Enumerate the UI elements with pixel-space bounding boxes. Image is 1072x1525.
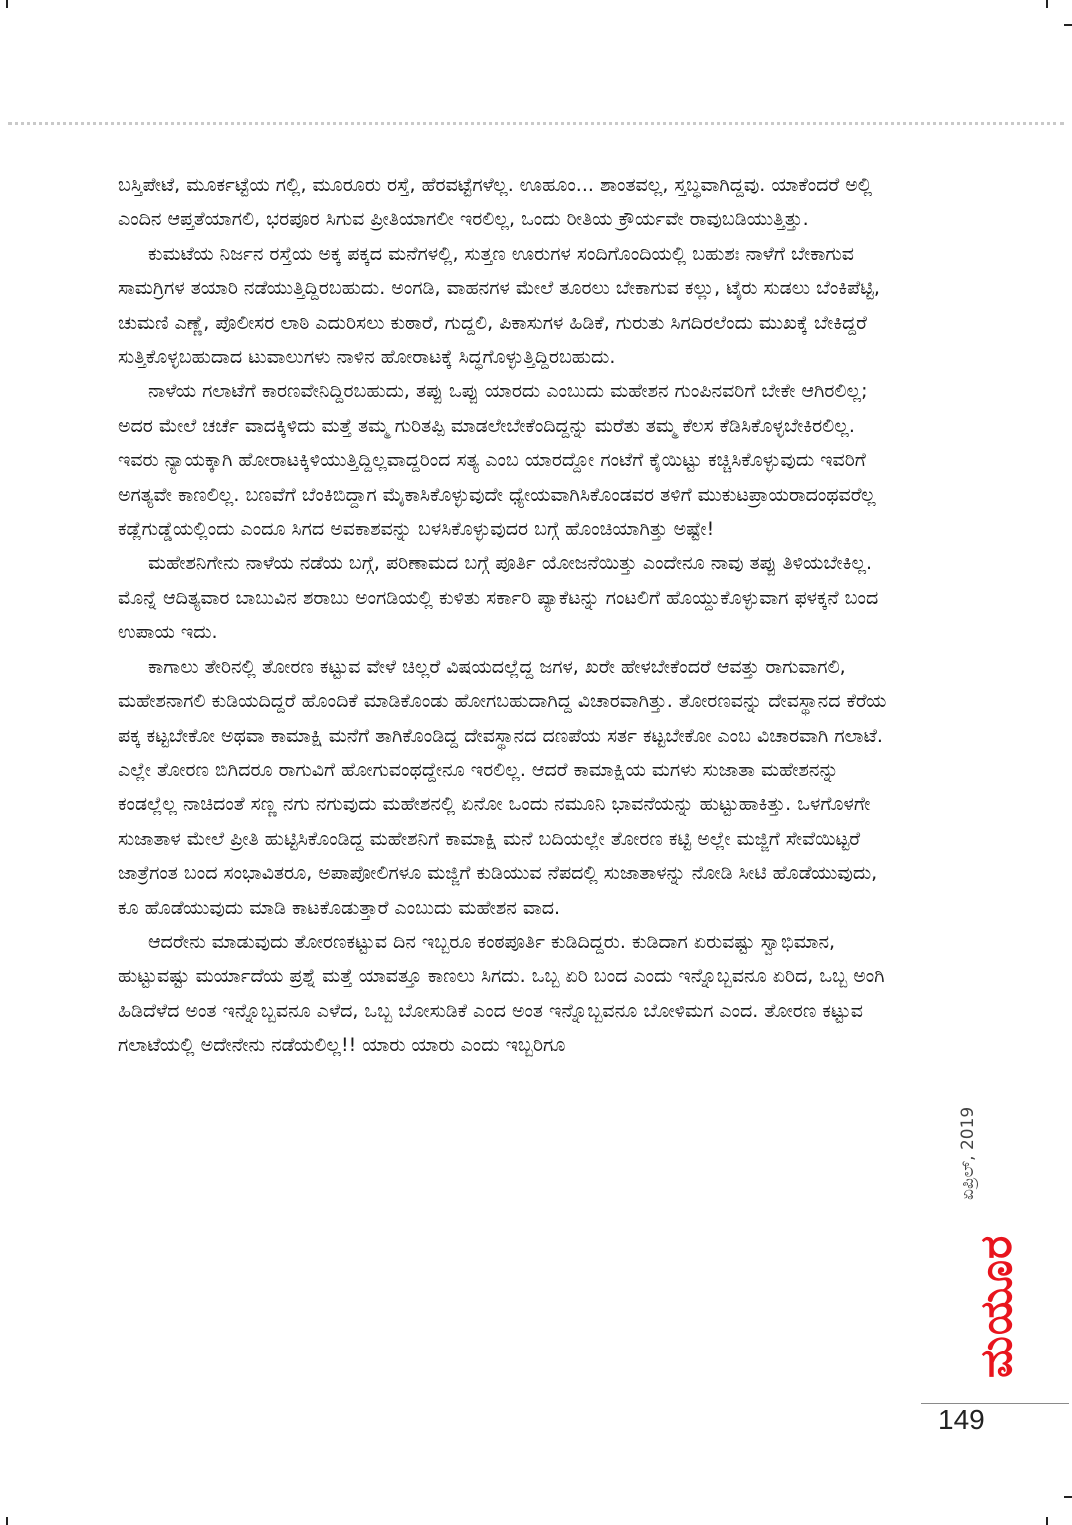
paragraph-4: ಮಹೇಶನಿಗೇನು ನಾಳೆಯ ನಡೆಯ ಬಗ್ಗೆ, ಪರಿಣಾಮದ ಬಗ್ಗೆ ಪೂರ್ತಿ ಯೋಜನೆಯಿತ್ತು ಎಂದೇನೂ ನಾವು ತಪ್ಪು ತಿಳಿಯಬೇಕಿಲ್ಲ. ಮೊನ್ನೆ ಆದಿತ್ಯವಾರ ಬಾಬುವಿನ ಶರಾಬು ಅಂಗಡಿಯಲ್ಲಿ ಕುಳಿತು ಸರ್ಕಾರಿ ಪ್ಯಾಕೆಟನ್ನು ಗಂಟಲಿಗೆ ಹೊಯ್ದುಕೊಳ್ಳುವಾಗ ಫಳಕ್ಕನೆ ಬಂದ ಉಪಾಯ ಇದು. xyxy=(118,552,879,644)
crop-mark-top-right xyxy=(1046,0,1048,8)
article-body xyxy=(118,168,898,1063)
paragraph-3: ನಾಳೆಯ ಗಲಾಟೆಗೆ ಕಾರಣವೇನಿದ್ದಿರಬಹುದು, ತಪ್ಪು ಒಪ್ಪು ಯಾರದು ಎಂಬುದು ಮಹೇಶನ ಗುಂಪಿನವರಿಗೆ ಬೇಕೇ ಆಗಿರಲಿಲ್ಲ; ಅದರ ಮೇಲೆ ಚರ್ಚೆ ವಾದಕ್ಕಿಳಿದು ಮತ್ತೆ ತಮ್ಮ ಗುರಿತಪ್ಪಿ ಮಾಡಲೇಬೇಕೆಂದಿದ್ದನ್ನು ಮರೆತು ತಮ್ಮ ಕೆಲಸ ಕೆಡಿಸಿಕೊಳ್ಳಬೇಕಿರಲಿಲ್ಲ. ಇವರು ನ್ಯಾಯಕ್ಕಾಗಿ ಹೋರಾಟಕ್ಕಿಳಿಯುತ್ತಿದ್ದಿಲ್ಲವಾದ್ದರಿಂದ ಸತ್ಯ ಎಂಬ ಯಾರದ್ದೋ ಗಂಟೆಗೆ ಕೈಯಿಟ್ಟು ಕಚ್ಚಿಸಿಕೊಳ್ಳುವುದು ಇವರಿಗೆ ಅಗತ್ಯವೇ ಕಾಣಲಿಲ್ಲ. ಬಣವೆಗೆ ಬೆಂಕಿಬಿದ್ದಾಗ ಮೈಕಾಸಿಕೊಳ್ಳುವುದೇ ಧ್ಯೇಯವಾಗಿಸಿಕೊಂಡವರ ತಳಿಗೆ ಮುಕುಟಪ್ರಾಯರಾದಂಥವರೆಲ್ಲ ಕಡ್ಲೆಗುಡ್ಡೆಯಲ್ಲಿಂದು ಎಂದೂ ಸಿಗದ ಅವಕಾಶವನ್ನು ಬಳಸಿಕೊಳ್ಳುವುದರ ಬಗ್ಗೆ ಹೊಂಚಿಯಾಗಿತ್ತು ಅಷ್ಟೇ! xyxy=(118,380,876,541)
paragraph-1: ಬಸ್ತಿಪೇಟೆ, ಮೂರ್ಕಟ್ಟೆಯ ಗಲ್ಲಿ, ಮೂರೂರು ರಸ್ತೆ, ಹೆರವಟ್ಟೆಗಳೆಲ್ಲ. ಊಹೂಂ... ಶಾಂತವಲ್ಲ, ಸ್ತಬ್ಧವಾಗಿದ್ದವು. ಯಾಕೆಂದರೆ ಅಲ್ಲಿ ಎಂದಿನ ಆಪ್ತತೆಯಾಗಲಿ, ಭರಪೂರ ಸಿಗುವ ಪ್ರೀತಿಯಾಗಲೀ ಇರಲಿಲ್ಲ, ಒಂದು ರೀತಿಯ ಕ್ರೌರ್ಯವೇ ರಾವುಬಡಿಯುತ್ತಿತ್ತು. xyxy=(118,174,873,231)
magazine-logo: ಮಯೂರ xyxy=(971,1234,1022,1378)
crop-mark-bottom-right xyxy=(1046,1517,1048,1525)
crop-mark-bottom-left xyxy=(6,1517,8,1525)
crop-mark-right-upper xyxy=(1064,24,1072,26)
page-number: 149 xyxy=(938,1404,985,1435)
paragraph-5: ಕಾಗಾಲು ತೇರಿನಲ್ಲಿ ತೋರಣ ಕಟ್ಟುವ ವೇಳೆ ಚಿಲ್ಲರೆ ವಿಷಯದಲ್ಲೆದ್ದ ಜಗಳ, ಖರೇ ಹೇಳಬೇಕೆಂದರೆ ಆವತ್ತು ರಾಗುವಾಗಲಿ, ಮಹೇಶನಾಗಲಿ ಕುಡಿಯದಿದ್ದರೆ ಹೊಂದಿಕೆ ಮಾಡಿಕೊಂಡು ಹೋಗಬಹುದಾಗಿದ್ದ ವಿಚಾರವಾಗಿತ್ತು. ತೋರಣವನ್ನು ದೇವಸ್ಥಾನದ ಕೆರೆಯ ಪಕ್ಕ ಕಟ್ಟಬೇಕೋ ಅಥವಾ ಕಾಮಾಕ್ಷಿ ಮನೆಗೆ ತಾಗಿಕೊಂಡಿದ್ದ ದೇವಸ್ಥಾನದ ದಣಪೆಯ ಸರ್ತ ಕಟ್ಟಬೇಕೋ ಎಂಬ ವಿಚಾರವಾಗಿ ಗಲಾಟೆ. ಎಲ್ಲೇ ತೋರಣ ಬಿಗಿದರೂ ರಾಗುವಿಗೆ ಹೋಗುವಂಥದ್ದೇನೂ ಇರಲಿಲ್ಲ. ಆದರೆ ಕಾಮಾಕ್ಷಿಯ ಮಗಳು ಸುಜಾತಾ ಮಹೇಶನನ್ನು ಕಂಡಲ್ಲೆಲ್ಲ ನಾಚಿದಂತೆ ಸಣ್ಣ ನಗು ನಗುವುದು ಮಹೇಶನಲ್ಲಿ ಏನೋ ಒಂದು ನಮೂನಿ ಭಾವನೆಯನ್ನು ಹುಟ್ಟುಹಾಕಿತ್ತು. ಒಳಗೊಳಗೇ ಸುಜಾತಾಳ ಮೇಲೆ ಪ್ರೀತಿ ಹುಟ್ಟಿಸಿಕೊಂಡಿದ್ದ ಮಹೇಶನಿಗೆ ಕಾಮಾಕ್ಷಿ ಮನೆ ಬದಿಯಲ್ಲೇ ತೋರಣ ಕಟ್ಟಿ ಅಲ್ಲೇ ಮಜ್ಜಿಗೆ ಸೇವೆಯಿಟ್ಟರೆ ಜಾತ್ರೆಗಂತ ಬಂದ ಸಂಭಾವಿತರೂ, ಅಪಾಪೋಲಿಗಳೂ ಮಜ್ಜಿಗೆ ಕುಡಿಯುವ ನೆಪದಲ್ಲಿ ಸುಜಾತಾಳನ್ನು ನೋಡಿ ಸೀಟಿ ಹೊಡೆಯುವುದು, ಕೂ ಹೊಡೆಯುವುದು ಮಾಡಿ ಕಾಟಕೊಡುತ್ತಾರೆ ಎಂಬುದು ಮಹೇಶನ ವಾದ. xyxy=(118,655,887,919)
paragraph-2: ಕುಮಟೆಯ ನಿರ್ಜನ ರಸ್ತೆಯ ಅಕ್ಕ ಪಕ್ಕದ ಮನೆಗಳಲ್ಲಿ, ಸುತ್ತಣ ಊರುಗಳ ಸಂದಿಗೊಂದಿಯಲ್ಲಿ ಬಹುಶಃ ನಾಳೆಗೆ ಬೇಕಾಗುವ ಸಾಮಗ್ರಿಗಳ ತಯಾರಿ ನಡೆಯುತ್ತಿದ್ದಿರಬಹುದು. ಅಂಗಡಿ, ವಾಹನಗಳ ಮೇಲೆ ತೂರಲು ಬೇಕಾಗುವ ಕಲ್ಲು, ಟೈರು ಸುಡಲು ಬೆಂಕಿಪೆಟ್ಟಿ, ಚುಮಣಿ ಎಣ್ಣೆ, ಪೊಲೀಸರ ಲಾಠಿ ಎದುರಿಸಲು ಕುಠಾರೆ, ಗುದ್ದಲಿ, ಪಿಕಾಸುಗಳ ಹಿಡಿಕೆ, ಗುರುತು ಸಿಗದಿರಲೆಂದು ಮುಖಕ್ಕೆ ಬೇಕಿದ್ದರೆ ಸುತ್ತಿಕೊಳ್ಳಬಹುದಾದ ಟುವಾಲುಗಳು ನಾಳಿನ ಹೋರಾಟಕ್ಕೆ ಸಿದ್ಧಗೊಳ್ಳುತ್ತಿದ್ದಿರಬಹುದು. xyxy=(118,242,880,369)
crop-mark-right-lower xyxy=(1064,1496,1072,1498)
paragraph-6: ಆದರೇನು ಮಾಡುವುದು ತೋರಣಕಟ್ಟುವ ದಿನ ಇಬ್ಬರೂ ಕಂಠಪೂರ್ತಿ ಕುಡಿದಿದ್ದರು. ಕುಡಿದಾಗ ಏರುವಷ್ಟು ಸ್ವಾಭಿಮಾನ, ಹುಟ್ಟುವಷ್ಟು ಮರ್ಯಾದೆಯ ಪ್ರಶ್ನೆ ಮತ್ತೆ ಯಾವತ್ತೂ ಕಾಣಲು ಸಿಗದು. ಒಬ್ಬ ಏರಿ ಬಂದ ಎಂದು ಇನ್ನೊಬ್ಬವನೂ ಏರಿದ, ಒಬ್ಬ ಅಂಗಿ ಹಿಡಿದೆಳೆದ ಅಂತ ಇನ್ನೊಬ್ಬವನೂ ಎಳೆದ, ಒಬ್ಬ ಬೋಸುಡಿಕೆ ಎಂದ ಅಂತ ಇನ್ನೊಬ್ಬವನೂ ಬೋಳಿಮಗ ಎಂದ. ತೋರಣ ಕಟ್ಟುವ ಗಲಾಟೆಯಲ್ಲಿ ಅದೇನೇನು ನಡೆಯಲಿಲ್ಲ!! ಯಾರು ಯಾರು ಎಂದು ಇಬ್ಬರಿಗೂ xyxy=(118,930,885,1057)
header-dotted-rule xyxy=(8,122,1064,125)
issue-date: ಏಪ್ರಿಲ್, 2019 xyxy=(958,1106,978,1200)
crop-mark-top-left xyxy=(6,0,8,8)
